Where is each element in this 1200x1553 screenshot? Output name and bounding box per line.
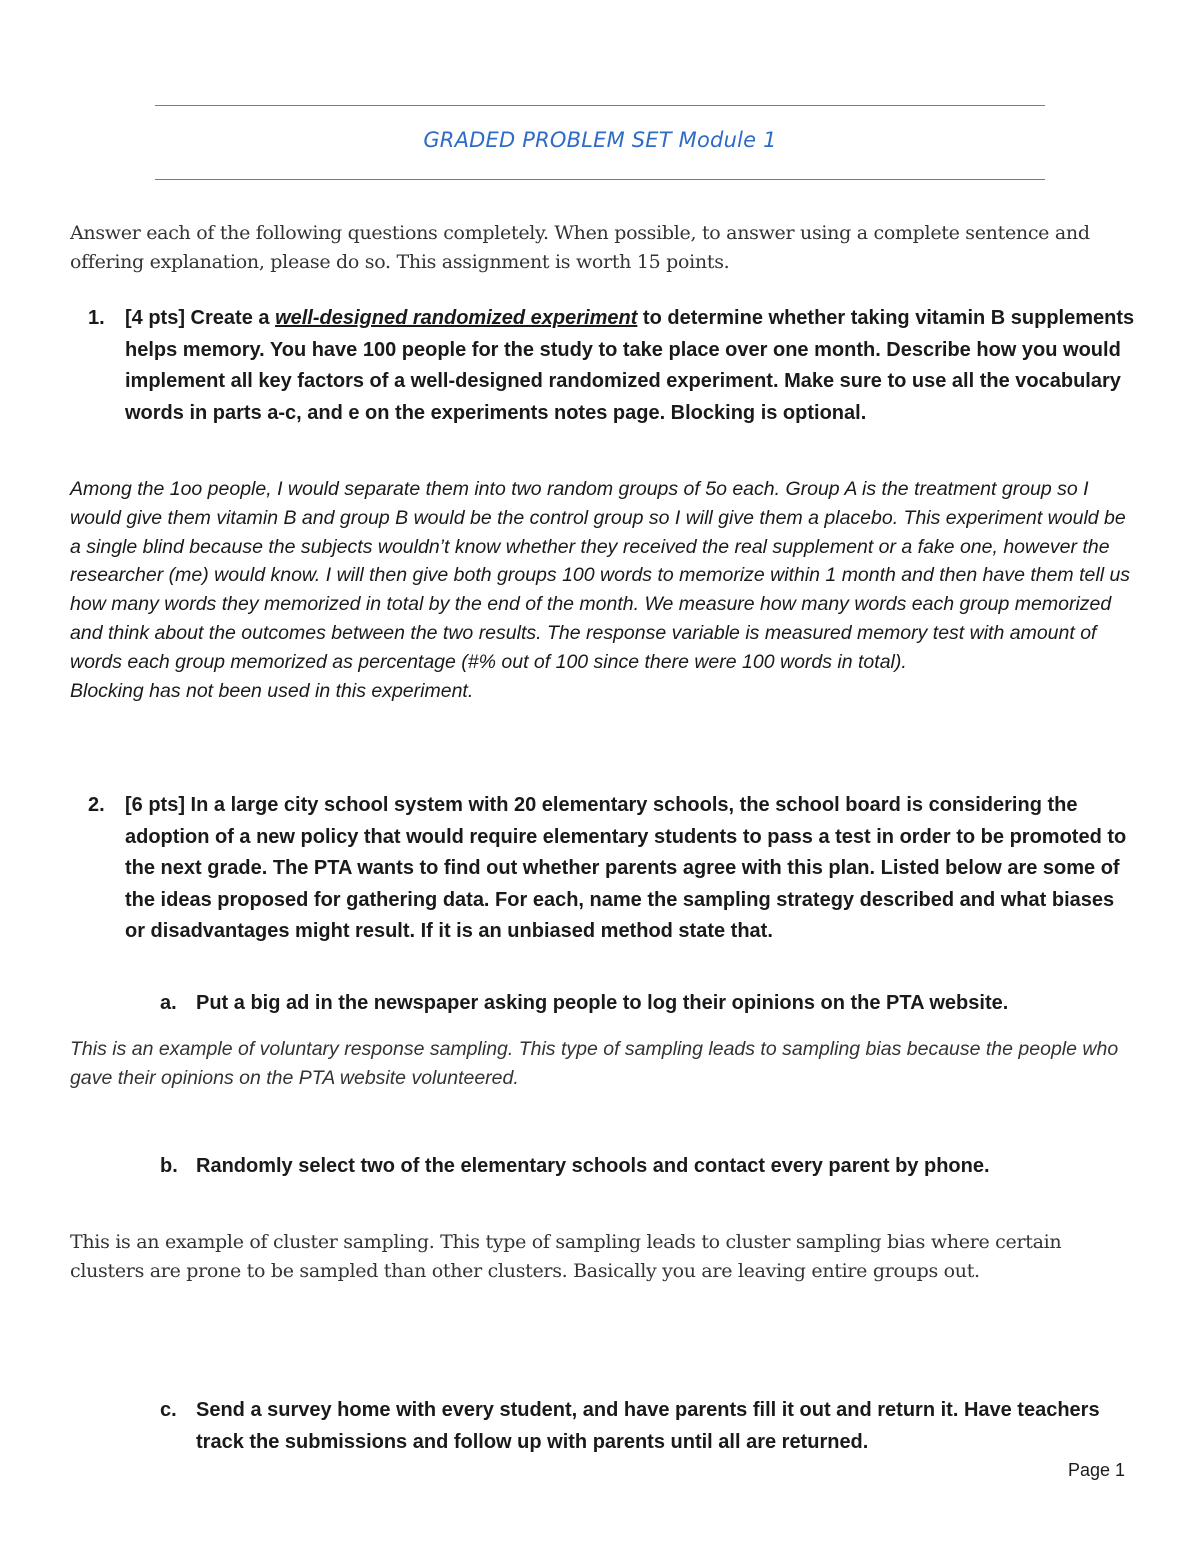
question-2b-text: Randomly select two of the elementary schools and contact every parent by phone. — [196, 1155, 990, 1177]
question-2c — [160, 1395, 1140, 1458]
title-rule-top — [155, 105, 1045, 106]
question-2-number: 2. — [88, 794, 105, 816]
question-1 — [88, 303, 1138, 429]
question-2c-letter: c. — [160, 1399, 177, 1421]
question-2b-letter: b. — [160, 1155, 178, 1177]
question-2b — [160, 1151, 1140, 1183]
answer-2a: This is an example of voluntary response sampling. This type of sampling leads to sampling bias because the people who gave their opinions on the PTA website volunteered. — [70, 1038, 1119, 1089]
question-1-text: [4 pts] Create a well-designed randomized experiment to determine whether taking vitamin B supplements helps memory. You have 100 people for the study to take place over one month. Describe how you would implement all key factors of a well-designed randomized experiment. Make sure to use all the vocabulary words in parts a-c, and e on the experiments notes page. Blocking is optional. — [125, 307, 1135, 424]
question-2a-text: Put a big ad in the newspaper asking people to log their opinions on the PTA website. — [196, 992, 1009, 1014]
question-1-number: 1. — [88, 307, 105, 329]
question-2a — [160, 988, 1140, 1020]
page-title: GRADED PROBLEM SET Module 1 — [423, 128, 777, 152]
question-1-emphasis: well-designed randomized experiment — [275, 307, 638, 329]
answer-1-text: Among the 1oo people, I would separate them into two random groups of 5o each. Group A is the treatment group so I would give them vitamin B and group B would be the control group so I will give them a placebo. This experiment would be a single blind because the subjects wouldn’t know whether they received the real supplement or a fake one, however the researcher (me) would know. I will then give both groups 100 words to memorize within 1 month and then have them tell us how many words they memorized in total by the end of the month. We measure how many words each group memorized and think about the outcomes between the two results. The response variable is measured memory test with amount of words each group memorized as percentage (#% out of 100 since there were 100 words in total). — [70, 478, 1131, 673]
intro-text: Answer each of the following questions completely. When possible, to answer using a complete sentence and offering explanation, please do so. This assignment is worth 15 points. — [70, 222, 1090, 273]
question-2 — [88, 790, 1138, 948]
question-2-text: [6 pts] In a large city school system with 20 elementary schools, the school board is considering the adoption of a new policy that would require elementary students to pass a test in order to be promoted to the next grade. The PTA wants to find out whether parents agree with this plan. Listed below are some of the ideas proposed for gathering data. For each, name the sampling strategy described and what biases or disadvantages might result. If it is an unbiased method state that. — [125, 794, 1127, 942]
answer-1-note: Blocking has not been used in this experiment. — [70, 679, 474, 702]
page-number: Page 1 — [1068, 1460, 1126, 1480]
title-rule-bottom — [155, 179, 1045, 180]
question-2a-letter: a. — [160, 992, 177, 1014]
answer-1 — [70, 475, 1140, 705]
question-2c-text: Send a survey home with every student, and have parents fill it out and return it. Have teachers track the submissions and follow up with parents until all are returned. — [196, 1399, 1100, 1453]
answer-2b: This is an example of cluster sampling. This type of sampling leads to cluster sampling bias where certain clusters are prone to be sampled than other clusters. Basically you are leaving entire groups out. — [70, 1231, 1062, 1282]
